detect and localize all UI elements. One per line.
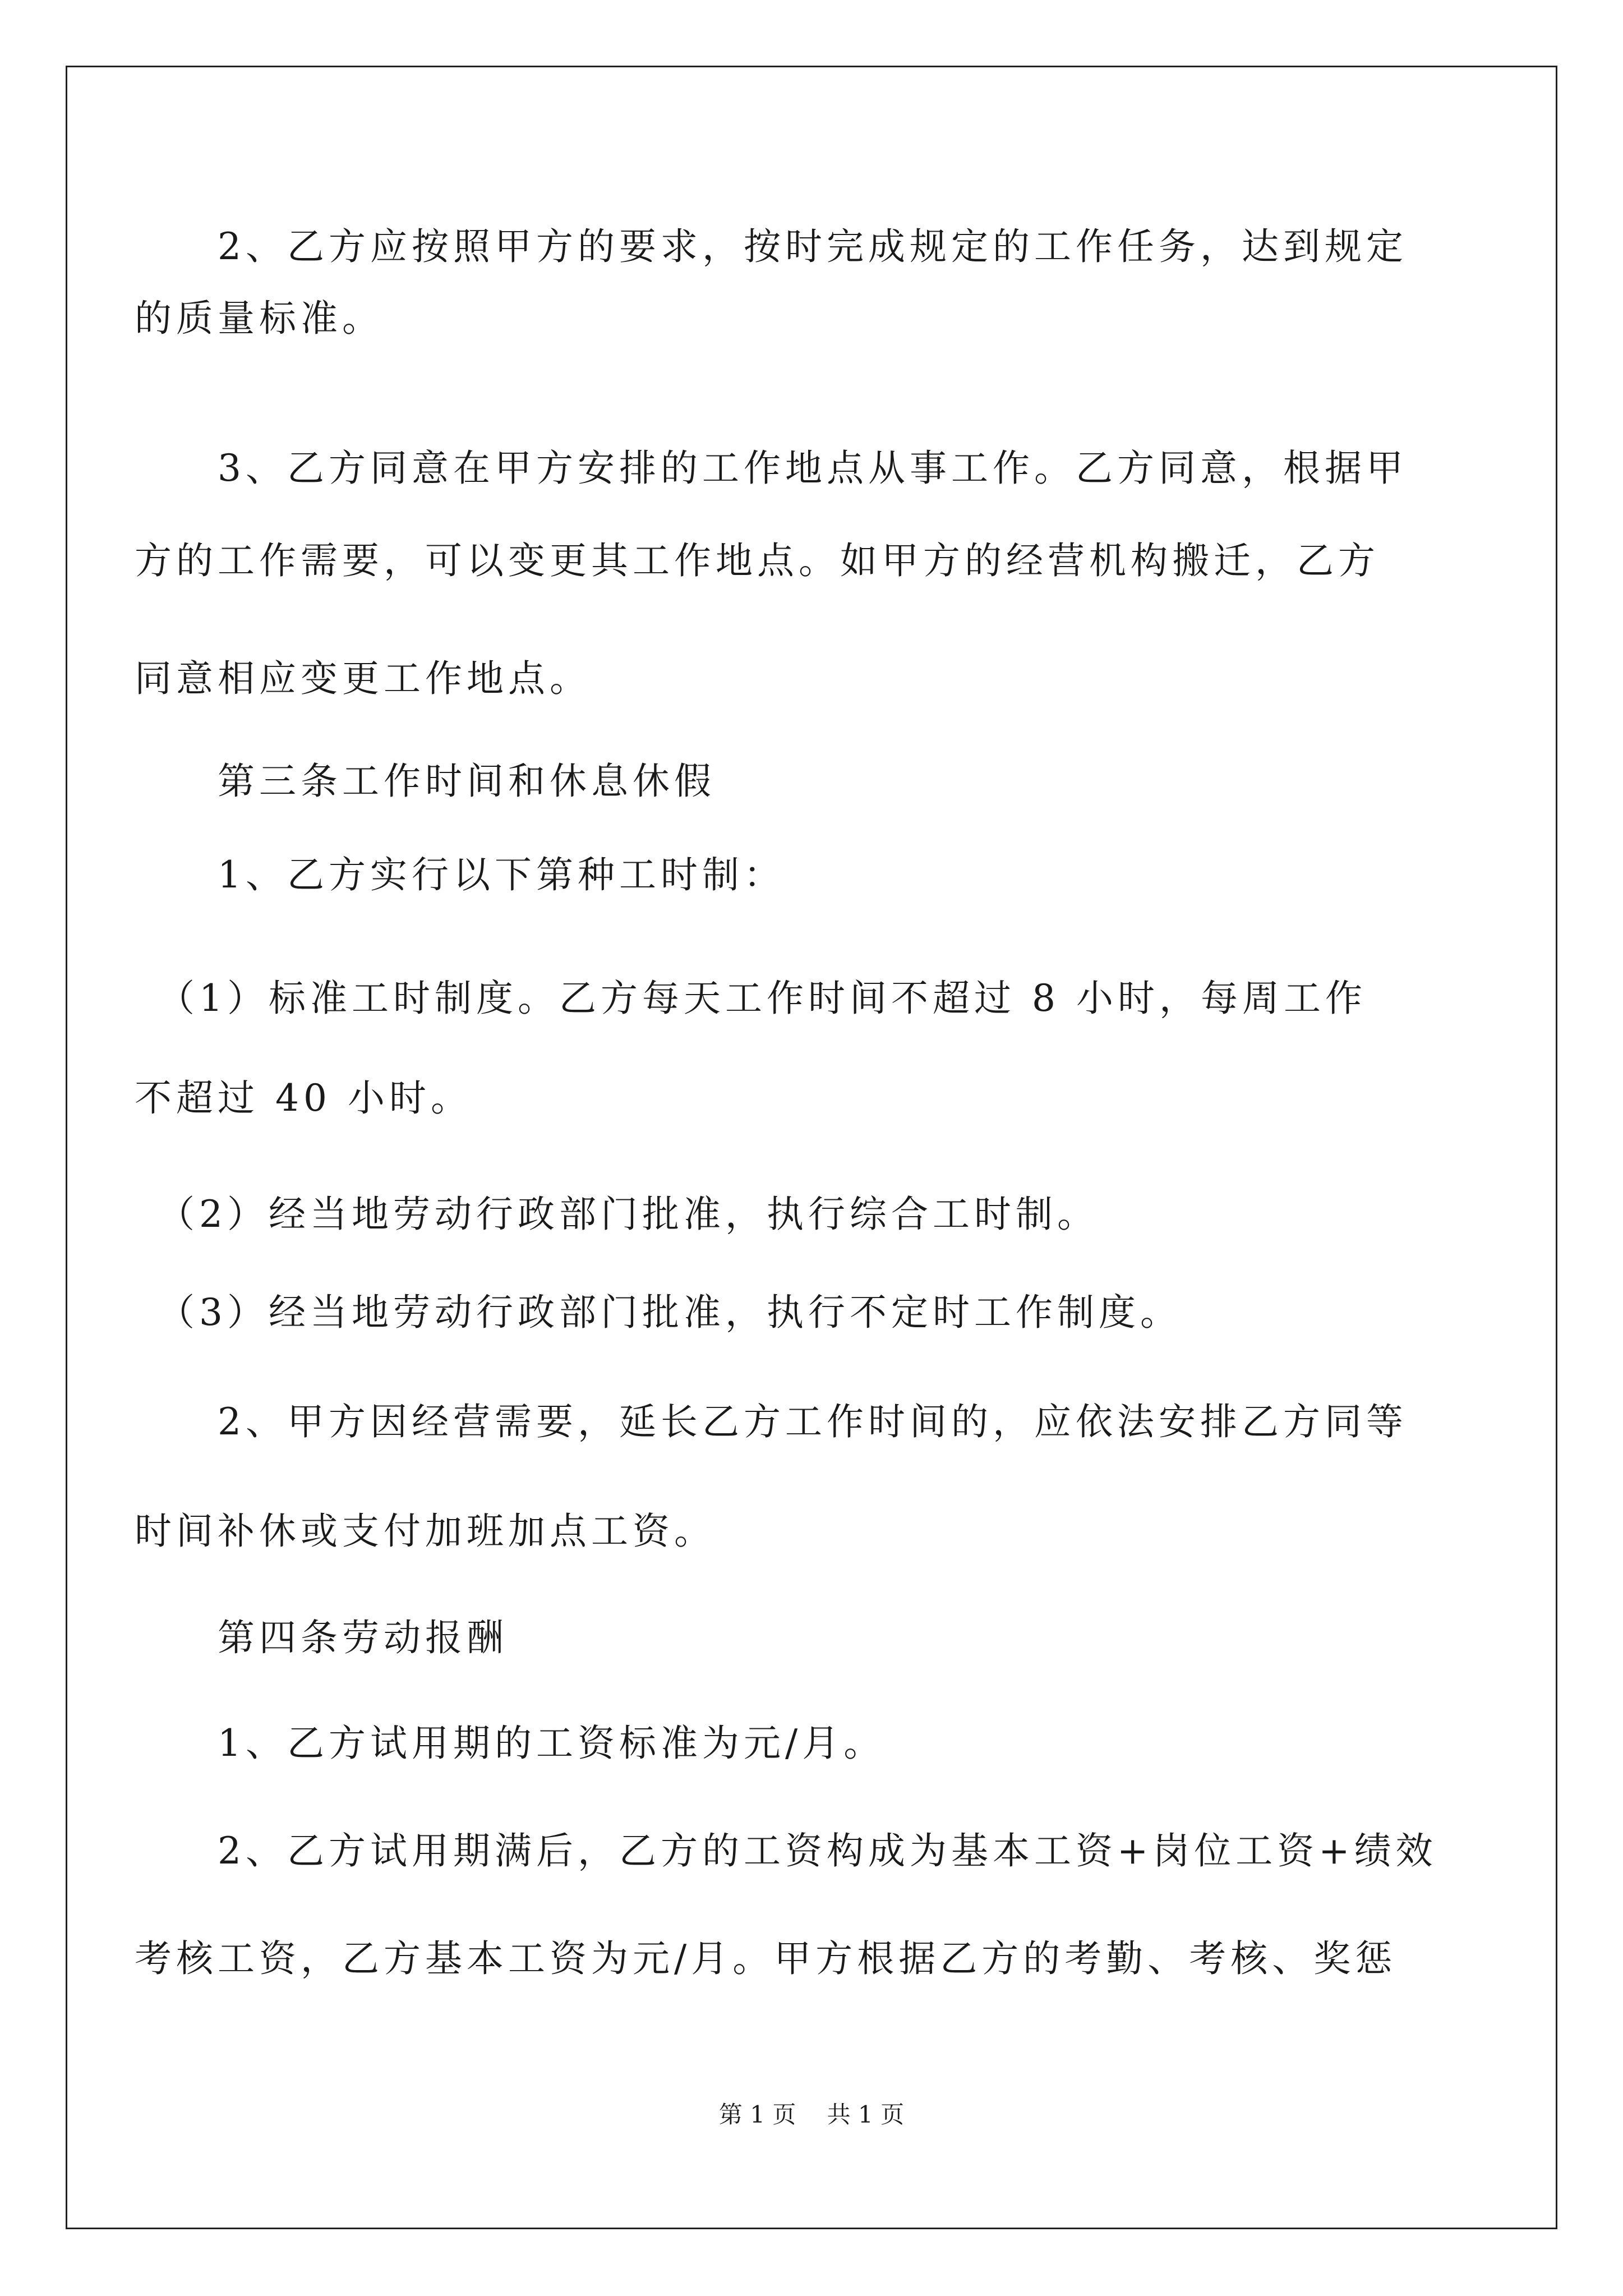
- text-line: 同意相应变更工作地点。: [135, 657, 591, 700]
- text-line: 的质量标准。: [135, 297, 384, 340]
- text-line: 3、乙方同意在甲方安排的工作地点从事工作。乙方同意，根据甲: [135, 447, 1408, 490]
- text-line: （2）经当地劳动行政部门批准，执行综合工时制。: [135, 1193, 1099, 1236]
- text-line: 2、乙方试用期满后，乙方的工资构成为基本工资+岗位工资+绩效: [135, 1829, 1437, 1872]
- text-line: 2、甲方因经营需要，延长乙方工作时间的，应依法安排乙方同等: [135, 1400, 1408, 1443]
- text-line: 方的工作需要，可以变更其工作地点。如甲方的经营机构搬迁，乙方: [135, 539, 1380, 582]
- text-line: 1、乙方试用期的工资标准为元/月。: [135, 1722, 886, 1765]
- page-border: [66, 66, 1557, 2229]
- text-line: 考核工资，乙方基本工资为元/月。甲方根据乙方的考勤、考核、奖惩: [135, 1937, 1397, 1980]
- section-heading: 第三条工作时间和休息休假: [135, 760, 716, 803]
- text-line: （1）标准工时制度。乙方每天工作时间不超过 8 小时，每周工作: [135, 977, 1367, 1020]
- text-line: 时间补休或支付加班加点工资。: [135, 1510, 716, 1553]
- text-line: 2、乙方应按照甲方的要求，按时完成规定的工作任务，达到规定: [135, 225, 1408, 268]
- text-line: （3）经当地劳动行政部门批准，执行不定时工作制度。: [135, 1291, 1182, 1334]
- text-line: 不超过 40 小时。: [135, 1076, 472, 1120]
- section-heading: 第四条劳动报酬: [135, 1616, 508, 1659]
- text-line: 1、乙方实行以下第种工时制：: [135, 853, 785, 896]
- page-number-footer: 第 1 页 共 1 页: [718, 2101, 905, 2128]
